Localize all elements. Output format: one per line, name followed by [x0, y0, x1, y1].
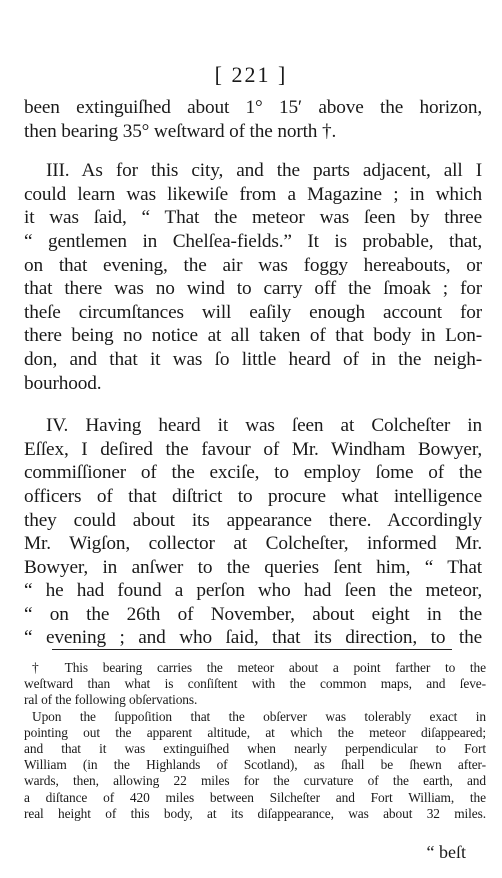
footnote-line: weſtward than what is conſiſtent with the common maps, and ſeve- [24, 676, 486, 692]
text-line: don, and that it was ſo little heard of in the neigh- [24, 348, 482, 370]
text-line: it was ſaid, “ That the meteor was ſeen by three [24, 207, 482, 229]
text-line: “ evening ; and who ſaid, that its direction, to the [24, 627, 482, 649]
text-line: theſe circumſtances will eaſily enough account for [24, 301, 482, 323]
text-line: been extinguiſhed about 1° 15′ above the horizon, [24, 97, 482, 118]
text-line: bourhood. [24, 372, 102, 394]
footnote-line: pointing out the apparent altitude, at which the meteor diſappeared; [24, 724, 486, 740]
footnote-line: ral of the following obſervations. [24, 692, 198, 708]
text-line: that there was no wind to carry off the ſmoak ; for [24, 278, 482, 300]
text-line: commiſſioner of the exciſe, to employ ſome of the [24, 462, 482, 484]
text-line: officers of that diſtrict to procure what intelligence [24, 485, 482, 507]
text-line: Mr. Wigſon, collector at Colcheſter, informed Mr. [24, 533, 482, 555]
text-line: “ he had found a perſon who had ſeen the meteor, [24, 580, 482, 602]
text-line: they could about its appearance there. Accordingly [24, 509, 482, 531]
text-line: “ gentlemen in Chelſea-fields.” It is probable, that, [24, 230, 482, 252]
footnote-line: wards, then, allowing 22 miles for the curvature of the earth, and [24, 773, 486, 789]
footnote-line: real height of this body, at its diſappearance, was about 32 miles. [24, 805, 486, 821]
text-line: Eſſex, I deſired the favour of Mr. Windham Bowyer, [24, 438, 482, 460]
footnotes-block [24, 660, 486, 822]
text-line: Bowyer, in anſwer to the queries ſent him, “ That [24, 556, 482, 578]
text-line: could learn was likewiſe from a Magazine ; in which [24, 183, 482, 205]
footnote-line: William (in the Highlands of Scotland), as ſhall be ſhewn after- [24, 757, 486, 773]
footnote-line: † This bearing carries the meteor about a point farther to the [32, 660, 486, 675]
text-line: on that evening, the air was foggy hereabouts, or [24, 254, 482, 276]
paragraph-start-line: IV. Having heard it was ſeen at Colcheſter in [46, 415, 482, 437]
text-line: then bearing 35° weſtward of the north †. [24, 120, 337, 142]
main-text-block [24, 96, 482, 650]
catchword: “ beſt [426, 842, 466, 862]
page-number-header: [ 221 ] [214, 62, 288, 87]
text-line: “ on the 26th of November, about eight in the [24, 603, 482, 625]
paragraph-start-line: III. As for this city, and the parts adjacent, all I [46, 160, 482, 182]
footnote-line: a diſtance of 420 miles between Silcheſter and Fort William, the [24, 789, 486, 805]
footnote-line: and that it was extinguiſhed when nearly perpendicular to Fort [24, 740, 486, 756]
text-line: there being no notice at all taken of that body in Lon- [24, 325, 482, 347]
footnote-line: Upon the ſuppoſition that the obſerver was tolerably exact in [32, 708, 486, 724]
footnote-divider [52, 649, 452, 650]
